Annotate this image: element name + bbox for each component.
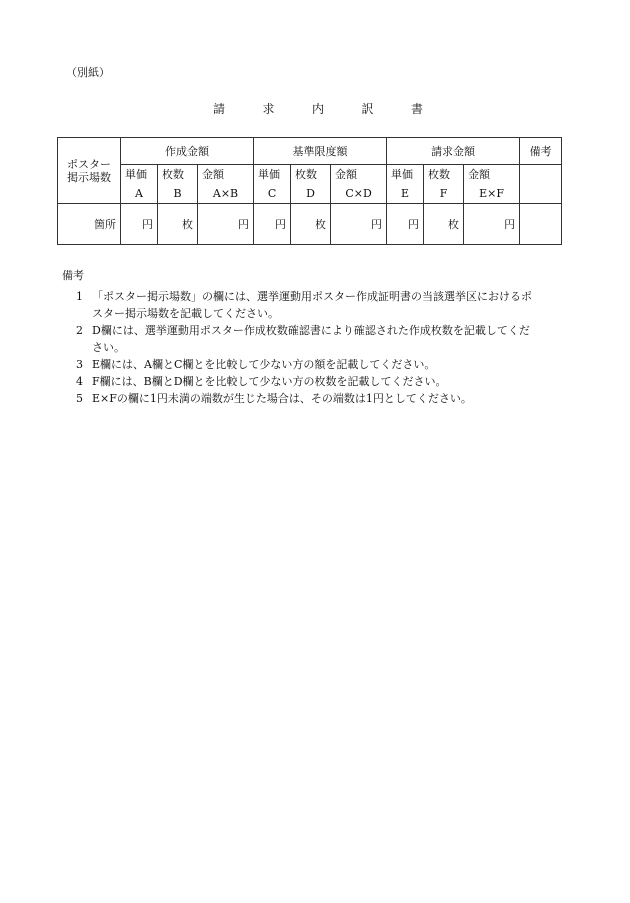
note-number: 3 xyxy=(76,358,83,371)
sub-header-label: 金額 xyxy=(335,168,358,181)
sub-header-label: 金額 xyxy=(202,168,224,181)
note-item xyxy=(62,288,582,322)
price-c-input-cell: 円 xyxy=(254,204,291,245)
sub-header-label: 枚数 xyxy=(428,168,451,181)
note-number: 1 xyxy=(76,290,83,303)
title-char: 求 xyxy=(262,102,275,116)
poster-board-count-header xyxy=(58,138,121,204)
sub-header-code: E×F xyxy=(479,187,504,200)
count-b-input-cell: 枚 xyxy=(158,204,198,245)
sub-header-label: 単価 xyxy=(125,168,147,181)
note-item xyxy=(62,356,582,373)
note-number: 5 xyxy=(76,392,83,405)
note-number: 4 xyxy=(76,375,83,388)
amount-exf-input-cell: 円 xyxy=(464,204,520,245)
sub-header-code: C xyxy=(267,187,277,200)
sub-header-unit-price-c xyxy=(254,165,291,204)
amount-axb-input-cell: 円 xyxy=(198,204,254,245)
sub-header-amount-axb xyxy=(198,165,254,204)
sub-header-code: A xyxy=(135,187,143,200)
sub-header-code: E xyxy=(401,187,410,200)
poster-board-count-header-text: ポスター 掲示場数 xyxy=(67,157,111,184)
sub-header-count-d xyxy=(291,165,331,204)
breakdown-table xyxy=(57,137,562,245)
sub-header-code: D xyxy=(306,187,315,200)
sub-header-label: 枚数 xyxy=(162,168,184,181)
title-char: 訳 xyxy=(361,102,374,116)
sub-header-label: 単価 xyxy=(258,168,281,181)
price-e-input-cell: 円 xyxy=(387,204,424,245)
sub-header-unit-price-a xyxy=(121,165,158,204)
remarks-header: 備考 xyxy=(520,138,562,165)
note-item xyxy=(62,373,582,390)
sub-header-code: A×B xyxy=(212,187,239,200)
sub-header-label: 単価 xyxy=(391,168,414,181)
sub-header-label: 枚数 xyxy=(295,168,318,181)
note-text: 「ポスター掲示場数」の欄には、選挙運動用ポスター作成証明書の当該選挙区におけるポ スター掲示場数を記載してください。 xyxy=(92,290,532,320)
note-number: 2 xyxy=(76,324,83,337)
standard-limit-header: 基準限度額 xyxy=(254,138,387,165)
attachment-label: （別紙） xyxy=(66,66,110,79)
sub-header-count-b xyxy=(158,165,198,204)
sub-header-count-f xyxy=(424,165,464,204)
note-text: D欄には、選挙運動用ポスター作成枚数確認書により確認された作成枚数を記載してくだ さい。 xyxy=(92,324,530,354)
note-text: F欄には、B欄とD欄とを比較して少ない方の枚数を記載してください。 xyxy=(92,375,447,388)
creation-amount-header: 作成金額 xyxy=(121,138,254,165)
note-item xyxy=(62,390,582,407)
document-title xyxy=(213,101,423,117)
note-item xyxy=(62,322,582,356)
notes-section xyxy=(62,267,582,407)
price-a-input-cell: 円 xyxy=(121,204,158,245)
sub-header-amount-cxd xyxy=(331,165,387,204)
title-char: 請 xyxy=(213,102,226,116)
note-text: E×Fの欄に1円未満の端数が生じた場合は、その端数は1円としてください。 xyxy=(92,392,472,405)
sub-header-unit-price-e xyxy=(387,165,424,204)
remarks-sub-cell xyxy=(520,165,562,204)
notes-title: 備考 xyxy=(62,269,84,282)
remarks-input-cell xyxy=(520,204,562,245)
sub-header-code: F xyxy=(439,187,448,200)
sub-header-code: B xyxy=(173,187,182,200)
title-char: 書 xyxy=(410,102,423,116)
claim-amount-header: 請求金額 xyxy=(387,138,520,165)
places-unit-cell: 箇所 xyxy=(58,204,121,245)
sub-header-label: 金額 xyxy=(468,168,491,181)
sub-header-amount-exf xyxy=(464,165,520,204)
amount-cxd-input-cell: 円 xyxy=(331,204,387,245)
count-f-input-cell: 枚 xyxy=(424,204,464,245)
count-d-input-cell: 枚 xyxy=(291,204,331,245)
title-char: 内 xyxy=(311,102,324,116)
sub-header-code: C×D xyxy=(345,187,372,200)
note-text: E欄には、A欄とC欄とを比較して少ない方の額を記載してください。 xyxy=(92,358,436,371)
